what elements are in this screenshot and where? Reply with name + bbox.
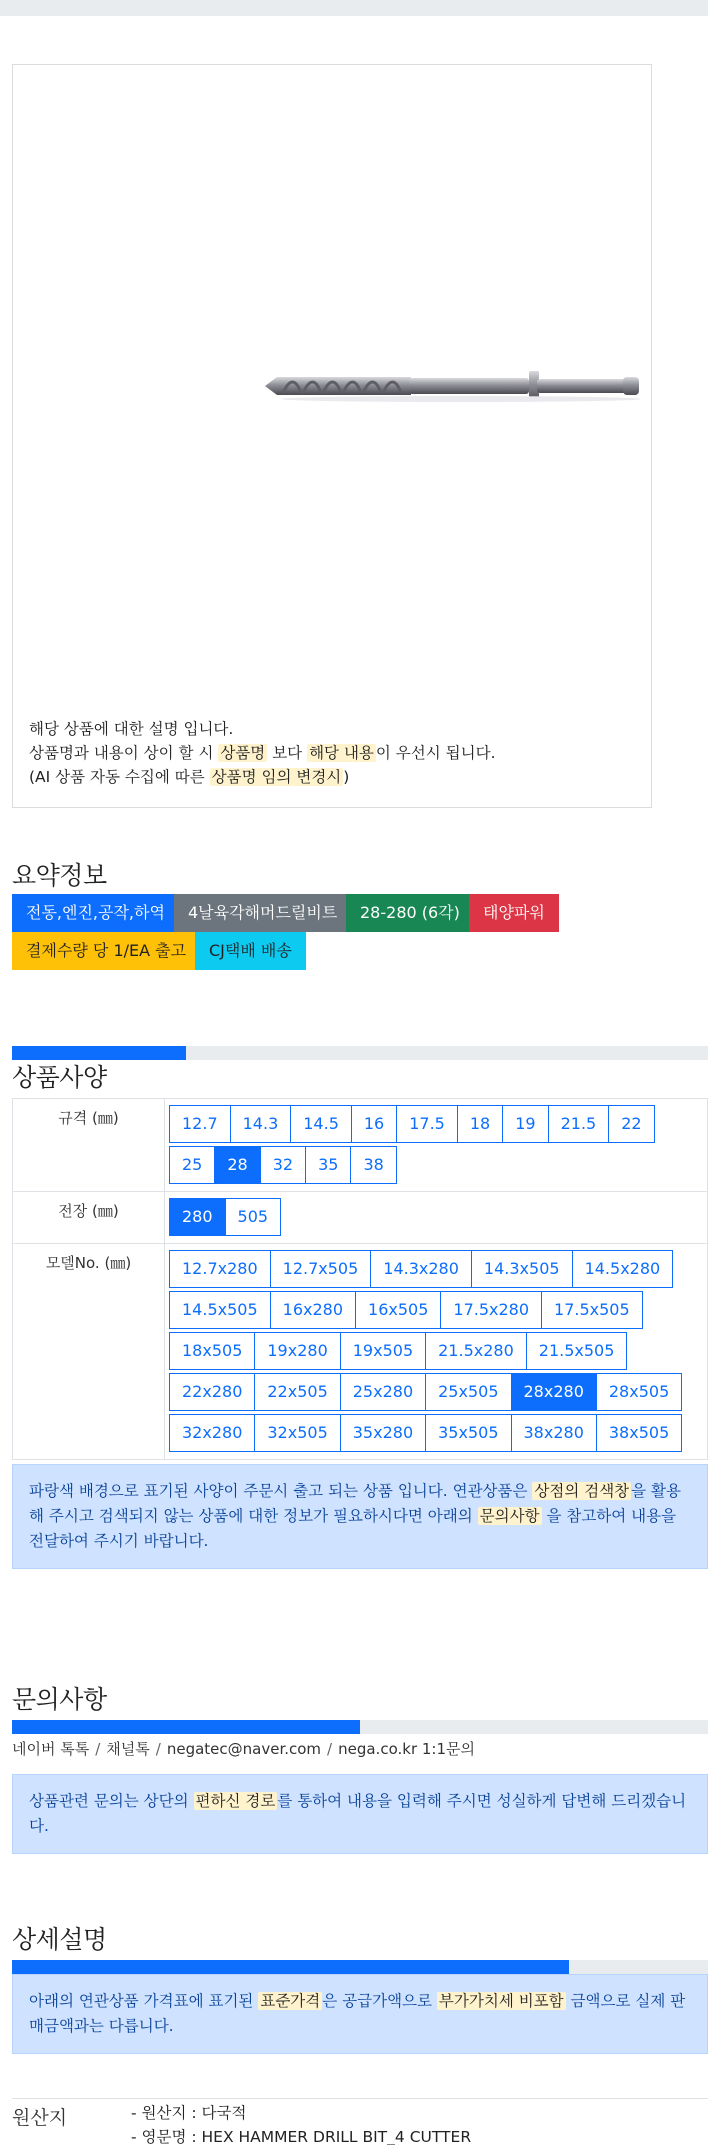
description-line-1: 해당 상품에 대한 설명 입니다.: [29, 720, 234, 738]
origin-country: - 원산지 : 다국적: [131, 2104, 247, 2122]
badge-brand: 태양파워: [469, 894, 559, 932]
spec-label-model: 모델No. (㎜): [13, 1244, 165, 1459]
spec-option-model[interactable]: 14.5x280: [572, 1250, 674, 1288]
link-channel-talk[interactable]: 채널톡: [106, 1740, 150, 1758]
link-1-1-inquiry[interactable]: nega.co.kr 1:1문의: [338, 1740, 475, 1758]
spec-option-size[interactable]: 32: [260, 1146, 306, 1184]
spec-option-model[interactable]: 18x505: [169, 1332, 255, 1370]
spec-option-size[interactable]: 14.3: [230, 1105, 292, 1143]
spec-option-model[interactable]: 35x505: [425, 1414, 511, 1452]
badge-product-type: 4날육각해머드릴비트: [174, 894, 351, 932]
badge-category: 전동,엔진,공작,하역: [12, 894, 179, 932]
summary-progress-bar: [12, 1046, 708, 1060]
spec-option-model[interactable]: 25x280: [340, 1373, 426, 1411]
spec-option-size[interactable]: 22: [608, 1105, 654, 1143]
spec-row-model: [13, 1244, 707, 1460]
highlight-search: 상점의 검색창: [534, 1482, 630, 1500]
origin-english-name: - 영문명 : HEX HAMMER DRILL BIT_4 CUTTER: [131, 2128, 472, 2145]
spec-row-size: [13, 1099, 707, 1192]
spec-option-size[interactable]: 19: [502, 1105, 548, 1143]
spec-option-model[interactable]: 32x280: [169, 1414, 255, 1452]
highlight-name-change: 상품명 임의 변경시: [211, 768, 342, 786]
highlight-inquiry: 문의사항: [479, 1507, 540, 1525]
spec-row-length: [13, 1192, 707, 1244]
spec-heading: 상품사양: [12, 1063, 107, 1092]
spec-option-model[interactable]: 14.3x280: [370, 1250, 472, 1288]
spec-option-size[interactable]: 17.5: [396, 1105, 458, 1143]
origin-section: [12, 2098, 708, 2145]
highlight-convenient-route: 편하신 경로: [195, 1792, 276, 1810]
spec-option-model[interactable]: 19x280: [254, 1332, 340, 1370]
spec-option-size[interactable]: 18: [457, 1105, 503, 1143]
spec-option-model[interactable]: 16x280: [270, 1291, 356, 1329]
spec-option-model[interactable]: 22x505: [254, 1373, 340, 1411]
spec-option-size[interactable]: 28: [214, 1146, 260, 1184]
spec-table: [12, 1098, 708, 1460]
detail-progress-fill: [12, 1960, 569, 1974]
spec-option-model[interactable]: 25x505: [425, 1373, 511, 1411]
spec-option-length[interactable]: 280: [169, 1198, 226, 1236]
product-image-frame: [12, 64, 652, 808]
spec-option-model[interactable]: 32x505: [254, 1414, 340, 1452]
spec-option-model[interactable]: 12.7x505: [270, 1250, 372, 1288]
badge-quantity: 결제수량 당 1/EA 출고: [12, 932, 200, 970]
top-bar: [0, 0, 708, 16]
spec-option-size[interactable]: 16: [351, 1105, 397, 1143]
spec-option-model[interactable]: 17.5x280: [440, 1291, 542, 1329]
link-email[interactable]: negatec@naver.com: [166, 1740, 322, 1758]
spec-label-size: 규격 (㎜): [13, 1099, 165, 1191]
spec-option-size[interactable]: 38: [350, 1146, 396, 1184]
drill-bit-image: [261, 365, 647, 407]
spec-option-model[interactable]: 35x280: [340, 1414, 426, 1452]
spec-option-size[interactable]: 25: [169, 1146, 215, 1184]
spec-option-model[interactable]: 38x280: [511, 1414, 597, 1452]
highlight-product-name: 상품명: [220, 744, 266, 762]
spec-option-model[interactable]: 21.5x280: [425, 1332, 527, 1370]
highlight-standard-price: 표준가격: [260, 1992, 321, 2010]
detail-heading: 상세설명: [12, 1925, 107, 1954]
inquiry-heading: 문의사항: [12, 1685, 107, 1714]
spec-option-length[interactable]: 505: [225, 1198, 282, 1236]
spec-option-size[interactable]: 14.5: [290, 1105, 352, 1143]
spec-option-model[interactable]: 19x505: [340, 1332, 426, 1370]
spec-option-model[interactable]: 12.7x280: [169, 1250, 271, 1288]
highlight-vat-excluded: 부가가치세 비포함: [438, 1992, 564, 2010]
spec-option-size[interactable]: 21.5: [548, 1105, 610, 1143]
origin-label: 원산지: [12, 2107, 68, 2129]
spec-option-model[interactable]: 38x505: [596, 1414, 682, 1452]
summary-heading: 요약정보: [12, 861, 107, 890]
spec-option-model[interactable]: 28x280: [511, 1373, 597, 1411]
badge-shipping: CJ택배 배송: [195, 932, 306, 970]
spec-option-size[interactable]: 35: [305, 1146, 351, 1184]
detail-notice: 아래의 연관상품 가격표에 표기된 표준가격 은 공급가액으로 부가가치세 비포함 금액으로 실제 판매금액과는 다릅니다.: [12, 1974, 708, 2054]
inquiry-notice: 상품관련 문의는 상단의 편하신 경로 를 통하여 내용을 입력해 주시면 성실하게 답변해 드리겠습니다.: [12, 1774, 708, 1854]
spec-option-model[interactable]: 14.5x505: [169, 1291, 271, 1329]
badge-spec: 28-280 (6각): [346, 894, 474, 932]
spec-option-size[interactable]: 12.7: [169, 1105, 231, 1143]
spec-option-model[interactable]: 17.5x505: [541, 1291, 643, 1329]
spec-label-length: 전장 (㎜): [13, 1192, 165, 1243]
inquiry-progress-bar: [12, 1720, 708, 1734]
link-naver-talktalk[interactable]: 네이버 톡톡: [12, 1740, 90, 1758]
spec-option-model[interactable]: 21.5x505: [526, 1332, 628, 1370]
highlight-content: 해당 내용: [309, 744, 374, 762]
inquiry-links: 네이버 톡톡 / 채널톡 / negatec@naver.com / nega.co.kr 1:1문의: [12, 1740, 475, 1758]
spec-notice: 파랑색 배경으로 표기된 사양이 주문시 출고 되는 상품 입니다. 연관상품은 상점의 검색창 을 활용해 주시고 검색되지 않는 상품에 대한 정보가 필요하시다면 아래의 문의사항 을 참고하여 내용을 전달하여 주시기 바랍니다.: [12, 1464, 708, 1569]
description-line-2: 상품명과 내용이 상이 할 시 상품명 보다 해당 내용 이 우선시 됩니다.: [29, 744, 496, 762]
spec-option-model[interactable]: 22x280: [169, 1373, 255, 1411]
detail-progress-bar: [12, 1960, 708, 1974]
spec-option-model[interactable]: 16x505: [355, 1291, 441, 1329]
spec-option-model[interactable]: 28x505: [596, 1373, 682, 1411]
spec-option-model[interactable]: 14.3x505: [471, 1250, 573, 1288]
inquiry-progress-fill: [12, 1720, 360, 1734]
product-description: [29, 717, 639, 789]
description-line-3: (AI 상품 자동 수집에 따른 상품명 임의 변경시 ): [29, 768, 350, 786]
